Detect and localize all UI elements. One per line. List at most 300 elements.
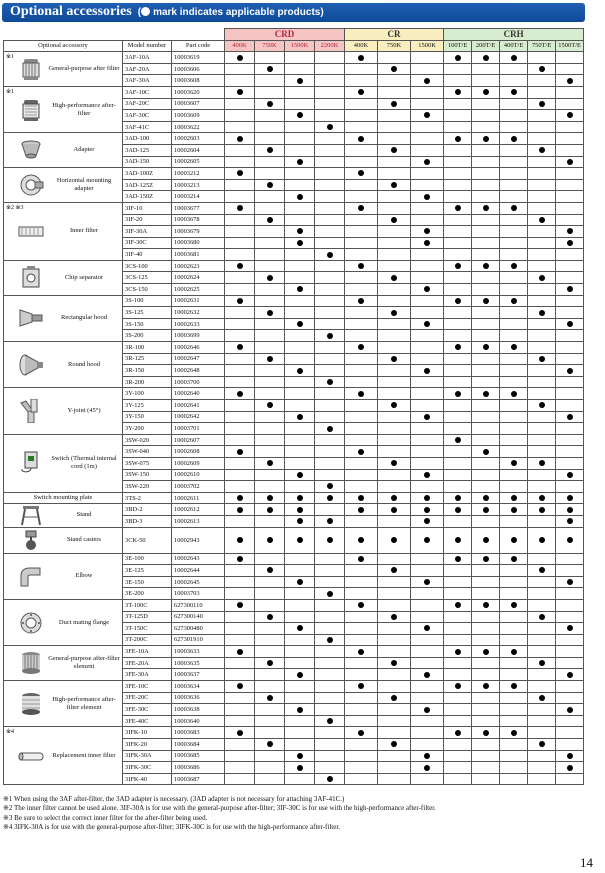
applicability-cell <box>378 692 411 704</box>
applicability-cell <box>528 750 556 762</box>
model-number: 3Y-150 <box>123 411 172 423</box>
accessory-cell <box>4 295 123 341</box>
applicability-cell <box>225 86 255 98</box>
applicability-cell <box>556 411 584 423</box>
applicability-cell <box>378 611 411 623</box>
applicability-cell <box>556 307 584 319</box>
subtitle-open: ( <box>137 7 142 18</box>
applicability-cell <box>444 704 472 716</box>
applicability-cell <box>378 527 411 553</box>
applicable-mark-icon <box>483 263 489 269</box>
applicability-cell <box>444 75 472 87</box>
applicability-cell <box>315 527 345 553</box>
part-code: 10003637 <box>172 669 225 681</box>
applicability-cell <box>225 515 255 527</box>
applicability-cell <box>285 553 315 565</box>
applicability-cell <box>444 237 472 249</box>
part-code: 10002643 <box>172 553 225 565</box>
model-number: 3AF-41C <box>123 121 172 133</box>
applicability-cell <box>500 98 528 110</box>
applicable-mark-icon <box>567 672 573 678</box>
applicable-mark-icon <box>511 136 517 142</box>
applicability-cell <box>556 634 584 646</box>
applicability-cell <box>528 249 556 261</box>
applicable-mark-icon <box>391 356 397 362</box>
applicable-mark-icon <box>237 298 243 304</box>
applicability-cell <box>472 646 500 658</box>
applicable-mark-icon <box>424 228 430 234</box>
applicability-cell <box>500 704 528 716</box>
model-number: 3SW-220 <box>123 481 172 493</box>
applicability-cell <box>411 295 444 307</box>
applicability-cell <box>285 446 315 458</box>
applicability-cell <box>411 692 444 704</box>
applicability-cell <box>500 156 528 168</box>
applicability-cell <box>528 434 556 446</box>
chip-separator-icon <box>18 266 44 290</box>
table-row <box>4 260 584 272</box>
applicability-cell <box>556 226 584 238</box>
part-code: 10002642 <box>172 411 225 423</box>
accessory-label: Elbow <box>75 572 93 580</box>
col-accessory: Optional accessory <box>4 40 123 52</box>
applicability-cell <box>556 376 584 388</box>
applicability-cell <box>444 634 472 646</box>
applicability-cell <box>472 307 500 319</box>
applicability-cell <box>500 365 528 377</box>
applicability-cell <box>444 657 472 669</box>
applicability-cell <box>285 423 315 435</box>
applicable-mark-icon <box>511 391 517 397</box>
applicability-cell <box>315 611 345 623</box>
applicability-cell <box>345 168 378 180</box>
applicability-cell <box>444 446 472 458</box>
applicability-cell <box>378 681 411 693</box>
applicability-cell <box>255 191 285 203</box>
applicability-cell <box>255 692 285 704</box>
model-number: 3FE-20C <box>123 692 172 704</box>
model-number: 3S-200 <box>123 330 172 342</box>
model-number: 3IFK-20 <box>123 739 172 751</box>
accessory-label: High-performance after-filter <box>52 101 116 117</box>
applicability-cell <box>472 237 500 249</box>
applicability-cell <box>528 342 556 354</box>
applicability-cell <box>315 457 345 469</box>
applicability-cell <box>255 388 285 400</box>
applicability-cell <box>345 63 378 75</box>
applicability-cell <box>444 739 472 751</box>
col-crd-1500k: 1500K <box>285 40 315 52</box>
applicability-cell <box>411 623 444 635</box>
model-number: 3CS-150 <box>123 284 172 296</box>
applicability-cell <box>315 646 345 658</box>
applicability-cell <box>444 492 472 504</box>
applicability-cell <box>556 388 584 400</box>
applicability-cell <box>225 376 255 388</box>
applicability-cell <box>315 75 345 87</box>
model-number: 3IF-30C <box>123 237 172 249</box>
applicable-mark-icon <box>237 344 243 350</box>
applicable-mark-icon <box>483 730 489 736</box>
applicable-mark-icon <box>297 159 303 165</box>
applicable-mark-icon <box>511 89 517 95</box>
applicable-mark-icon <box>567 625 573 631</box>
part-code: 10003214 <box>172 191 225 203</box>
applicability-cell <box>472 681 500 693</box>
applicable-mark-icon <box>567 286 573 292</box>
applicability-cell <box>444 576 472 588</box>
applicability-cell <box>378 715 411 727</box>
accessory-cell <box>4 599 123 645</box>
applicability-cell <box>285 260 315 272</box>
applicability-cell <box>225 318 255 330</box>
applicability-cell <box>556 704 584 716</box>
applicable-mark-icon <box>237 683 243 689</box>
applicability-cell <box>411 237 444 249</box>
applicable-mark-icon <box>297 579 303 585</box>
model-number: 3AD-125 <box>123 144 172 156</box>
part-code: 10002611 <box>172 492 225 504</box>
applicability-cell <box>225 446 255 458</box>
applicability-cell <box>411 168 444 180</box>
applicability-cell <box>378 307 411 319</box>
applicability-cell <box>285 692 315 704</box>
applicability-cell <box>528 588 556 600</box>
switch-icon <box>18 451 44 475</box>
applicability-cell <box>285 669 315 681</box>
model-number: 3AF-10A <box>123 52 172 64</box>
applicability-cell <box>556 260 584 272</box>
applicable-mark-icon <box>539 695 545 701</box>
applicability-cell <box>556 576 584 588</box>
applicability-cell <box>225 423 255 435</box>
part-code: 10002648 <box>172 365 225 377</box>
applicable-mark-icon <box>327 252 333 258</box>
applicability-cell <box>500 669 528 681</box>
applicable-mark-icon <box>455 344 461 350</box>
applicability-cell <box>285 330 315 342</box>
applicability-cell <box>255 576 285 588</box>
applicability-cell <box>255 98 285 110</box>
applicability-cell <box>472 342 500 354</box>
applicable-mark-icon <box>358 683 364 689</box>
applicability-cell <box>345 750 378 762</box>
applicability-cell <box>315 226 345 238</box>
applicability-cell <box>500 469 528 481</box>
applicability-cell <box>556 692 584 704</box>
applicability-cell <box>411 669 444 681</box>
applicability-cell <box>255 481 285 493</box>
applicability-cell <box>378 156 411 168</box>
applicable-mark-icon <box>267 567 273 573</box>
applicability-cell <box>225 773 255 785</box>
applicability-cell <box>411 144 444 156</box>
applicability-cell <box>315 110 345 122</box>
applicability-cell <box>255 657 285 669</box>
high-performance-element-icon <box>18 692 44 716</box>
model-number: 3FE-30C <box>123 704 172 716</box>
applicability-cell <box>444 504 472 516</box>
part-code: 10002605 <box>172 156 225 168</box>
applicability-cell <box>285 179 315 191</box>
applicability-cell <box>444 307 472 319</box>
applicable-mark-icon <box>391 101 397 107</box>
applicable-mark-icon <box>455 537 461 543</box>
col-cr-400k: 400K <box>345 40 378 52</box>
applicability-cell <box>472 168 500 180</box>
applicability-cell <box>345 565 378 577</box>
applicable-mark-icon <box>511 344 517 350</box>
applicable-mark-icon <box>511 602 517 608</box>
applicable-mark-icon <box>424 78 430 84</box>
part-code: 10003640 <box>172 715 225 727</box>
applicability-cell <box>500 168 528 180</box>
applicable-mark-icon <box>237 730 243 736</box>
model-number: 3FE-10C <box>123 681 172 693</box>
applicability-cell <box>285 168 315 180</box>
applicability-cell <box>528 515 556 527</box>
applicable-mark-icon <box>567 159 573 165</box>
table-row <box>4 295 584 307</box>
applicability-cell <box>255 226 285 238</box>
applicable-mark-icon <box>391 537 397 543</box>
applicability-cell <box>345 515 378 527</box>
applicability-cell <box>315 98 345 110</box>
applicable-mark-icon <box>483 683 489 689</box>
applicability-cell <box>285 144 315 156</box>
group-cr: CR <box>345 29 444 41</box>
applicability-cell <box>345 86 378 98</box>
applicable-mark-icon <box>567 507 573 513</box>
part-code: 627301910 <box>172 634 225 646</box>
applicability-cell <box>528 110 556 122</box>
model-number: 3Y-125 <box>123 400 172 412</box>
applicability-cell <box>444 750 472 762</box>
applicability-cell <box>556 669 584 681</box>
applicability-cell <box>225 704 255 716</box>
applicability-cell <box>345 576 378 588</box>
part-code: 10003622 <box>172 121 225 133</box>
applicability-cell <box>255 669 285 681</box>
stand-icon <box>18 504 44 527</box>
applicable-mark-icon <box>567 228 573 234</box>
applicability-cell <box>411 634 444 646</box>
applicable-mark-icon <box>391 147 397 153</box>
applicability-cell <box>285 681 315 693</box>
applicability-cell <box>556 110 584 122</box>
applicability-cell <box>378 214 411 226</box>
model-number: 3T-100C <box>123 599 172 611</box>
applicability-cell <box>500 400 528 412</box>
applicability-cell <box>500 284 528 296</box>
applicability-cell <box>411 400 444 412</box>
applicability-cell <box>472 318 500 330</box>
applicability-cell <box>378 179 411 191</box>
applicable-mark-icon <box>327 518 333 524</box>
applicability-cell <box>556 681 584 693</box>
applicability-cell <box>500 750 528 762</box>
applicability-cell <box>472 179 500 191</box>
applicability-cell <box>528 611 556 623</box>
applicability-cell <box>528 504 556 516</box>
applicability-cell <box>225 226 255 238</box>
applicable-mark-icon <box>297 414 303 420</box>
high-performance-filter-icon <box>18 98 44 122</box>
applicability-cell <box>315 168 345 180</box>
applicability-cell <box>378 434 411 446</box>
applicable-mark-icon <box>358 537 364 543</box>
applicability-cell <box>345 553 378 565</box>
accessory-cell <box>4 260 123 295</box>
applicability-cell <box>444 773 472 785</box>
part-code: 10003212 <box>172 168 225 180</box>
applicability-cell <box>378 272 411 284</box>
part-code: 10002632 <box>172 307 225 319</box>
applicability-cell <box>225 634 255 646</box>
applicable-mark-icon <box>483 602 489 608</box>
applicability-cell <box>556 515 584 527</box>
applicability-cell <box>556 237 584 249</box>
applicability-cell <box>378 98 411 110</box>
applicability-cell <box>315 657 345 669</box>
applicability-cell <box>345 762 378 774</box>
applicability-cell <box>472 504 500 516</box>
applicability-cell <box>528 400 556 412</box>
part-code: 10002624 <box>172 272 225 284</box>
model-number: 3R-200 <box>123 376 172 388</box>
applicability-cell <box>315 52 345 64</box>
applicability-cell <box>225 611 255 623</box>
applicability-cell <box>285 565 315 577</box>
applicable-mark-icon <box>511 649 517 655</box>
applicability-cell <box>225 553 255 565</box>
col-crd-750k: 750K <box>255 40 285 52</box>
table-row <box>4 504 584 516</box>
applicable-mark-icon <box>297 707 303 713</box>
applicability-cell <box>500 423 528 435</box>
applicability-cell <box>472 133 500 145</box>
applicability-cell <box>556 156 584 168</box>
applicability-cell <box>255 156 285 168</box>
applicable-mark-icon <box>327 379 333 385</box>
applicability-cell <box>528 284 556 296</box>
part-code: 10003213 <box>172 179 225 191</box>
applicability-cell <box>556 446 584 458</box>
applicability-cell <box>285 237 315 249</box>
applicability-cell <box>225 365 255 377</box>
accessory-cell <box>4 646 123 681</box>
part-code: 10002647 <box>172 353 225 365</box>
group-crh: CRH <box>444 29 584 41</box>
table-row <box>4 388 584 400</box>
applicability-cell <box>315 202 345 214</box>
applicable-mark-icon <box>511 507 517 513</box>
applicability-cell <box>411 727 444 739</box>
accessory-label: Y-joint (45°) <box>67 407 101 415</box>
applicability-cell <box>472 739 500 751</box>
applicability-cell <box>315 750 345 762</box>
applicability-cell <box>345 52 378 64</box>
applicability-cell <box>345 773 378 785</box>
applicability-cell <box>378 353 411 365</box>
applicability-cell <box>225 307 255 319</box>
group-crd: CRD <box>225 29 345 41</box>
col-cr-750k: 750K <box>378 40 411 52</box>
applicability-cell <box>472 634 500 646</box>
applicability-cell <box>556 121 584 133</box>
applicability-cell <box>285 623 315 635</box>
applicable-mark-icon <box>539 614 545 620</box>
applicability-cell <box>378 86 411 98</box>
col-code: Part code <box>172 40 225 52</box>
accessory-label: Chip separator <box>64 273 104 281</box>
applicability-cell <box>315 330 345 342</box>
applicable-mark-icon <box>297 507 303 513</box>
model-number: 3FE-20A <box>123 657 172 669</box>
applicability-cell <box>556 75 584 87</box>
applicability-cell <box>225 762 255 774</box>
applicability-cell <box>472 284 500 296</box>
applicability-cell <box>444 553 472 565</box>
applicability-cell <box>255 704 285 716</box>
applicable-mark-icon <box>455 55 461 61</box>
applicability-cell <box>255 260 285 272</box>
part-code: 10002607 <box>172 434 225 446</box>
applicable-mark-icon <box>237 263 243 269</box>
applicability-cell <box>528 623 556 635</box>
applicability-cell <box>500 260 528 272</box>
blank-corner <box>4 29 225 41</box>
applicability-cell <box>556 646 584 658</box>
applicable-mark-icon <box>483 298 489 304</box>
applicability-cell <box>472 727 500 739</box>
applicable-mark-icon <box>511 263 517 269</box>
applicability-cell <box>444 623 472 635</box>
applicability-cell <box>472 295 500 307</box>
applicability-cell <box>315 249 345 261</box>
applicability-cell <box>472 704 500 716</box>
applicability-cell <box>225 342 255 354</box>
applicability-cell <box>285 515 315 527</box>
part-code: 10003638 <box>172 704 225 716</box>
model-number: 3SW-075 <box>123 457 172 469</box>
applicability-cell <box>528 773 556 785</box>
applicability-cell <box>500 110 528 122</box>
applicability-cell <box>345 330 378 342</box>
applicability-cell <box>225 191 255 203</box>
applicability-cell <box>255 457 285 469</box>
applicability-cell <box>556 715 584 727</box>
applicability-cell <box>556 52 584 64</box>
applicability-cell <box>315 284 345 296</box>
applicability-cell <box>444 515 472 527</box>
applicability-cell <box>285 110 315 122</box>
applicability-cell <box>500 576 528 588</box>
applicability-cell <box>411 52 444 64</box>
applicability-cell <box>528 599 556 611</box>
applicability-cell <box>315 715 345 727</box>
applicable-mark-icon <box>539 402 545 408</box>
applicable-mark-icon <box>567 112 573 118</box>
applicability-cell <box>472 657 500 669</box>
applicable-mark-icon <box>424 414 430 420</box>
applicability-cell <box>528 168 556 180</box>
applicable-mark-icon <box>567 579 573 585</box>
applicability-cell <box>345 739 378 751</box>
applicability-cell <box>225 492 255 504</box>
applicability-cell <box>528 469 556 481</box>
applicable-mark-icon <box>455 507 461 513</box>
